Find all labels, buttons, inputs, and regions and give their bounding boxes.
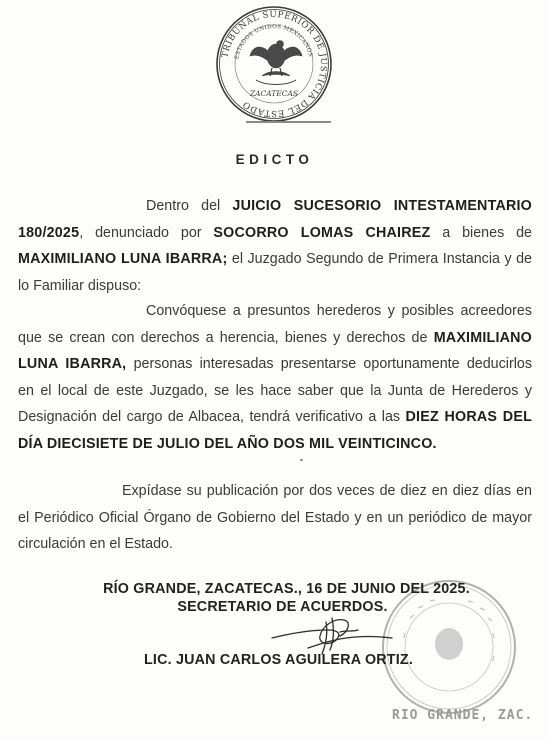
p2-hearing-date: DIEZ HORAS DEL DÍA DIECISIETE DE JULIO DEL AÑO DOS MIL VEINTICINCO.: [18, 409, 532, 452]
p2-deceased: MAXIMILIANO LUNA IBARRA,: [18, 329, 532, 372]
seal-bottom-text: ZACATECAS: [249, 89, 299, 98]
document-title: EDICTO: [235, 152, 314, 167]
eagle-emblem-icon: [250, 41, 302, 85]
p1-text-4: el Juzgado Segundo de Primera Instancia y de lo Familiar dispuso:: [18, 251, 532, 294]
signer-role: SECRETARIO DE ACUERDOS.: [177, 599, 388, 615]
p3-text-1: Expídase su publicación por dos veces de diez en diez días en el Periódico Oficial Órgano de Gobierno del Estado y en un periódico de mayor circulación en el Estado.: [18, 483, 532, 552]
court-seal-icon: [214, 4, 334, 124]
p1-text-1: Dentro del: [146, 198, 233, 214]
scan-speck: [300, 459, 303, 461]
p2-text-1: Convóquese a presuntos herederos y posibles acreedores que se crean con derechos a herencia, bienes y derechos de: [18, 303, 532, 346]
p1-case-number: JUICIO SUCESORIO INTESTAMENTARIO 180/2025: [18, 198, 532, 241]
court-seal: [214, 4, 334, 124]
paragraph-3: [18, 478, 532, 558]
seal-inner-text: ESTADOS UNIDOS MEXICANOS: [234, 23, 314, 60]
paragraph-2: [18, 298, 532, 457]
stamp-footer-text: RIO GRANDE, ZAC.: [392, 708, 534, 723]
seal-ring-text: TRIBUNAL SUPERIOR DE JUSTICIA DEL ESTADO: [220, 9, 329, 119]
p1-text-3: a bienes de: [430, 224, 532, 241]
p2-text-2: personas interesadas presentarse oportunamente deducirlos en el local de este Juzgado, se les hace saber que la Junta de Herederos y Designación del cargo de Albacea, tendrá verificativo a las: [18, 356, 532, 425]
p1-text-2: , denunciado por: [79, 224, 214, 241]
p1-deceased: MAXIMILIANO LUNA IBARRA;: [18, 251, 228, 267]
place-and-date: RÍO GRANDE, ZACATECAS., 16 DE JUNIO DEL 2025.: [103, 581, 470, 597]
signer-name: LIC. JUAN CARLOS AGUILERA ORTIZ.: [143, 652, 414, 668]
p1-petitioner: SOCORRO LOMAS CHAIREZ: [213, 224, 431, 241]
seal-underline: [246, 121, 331, 123]
paragraph-1: [18, 193, 532, 299]
